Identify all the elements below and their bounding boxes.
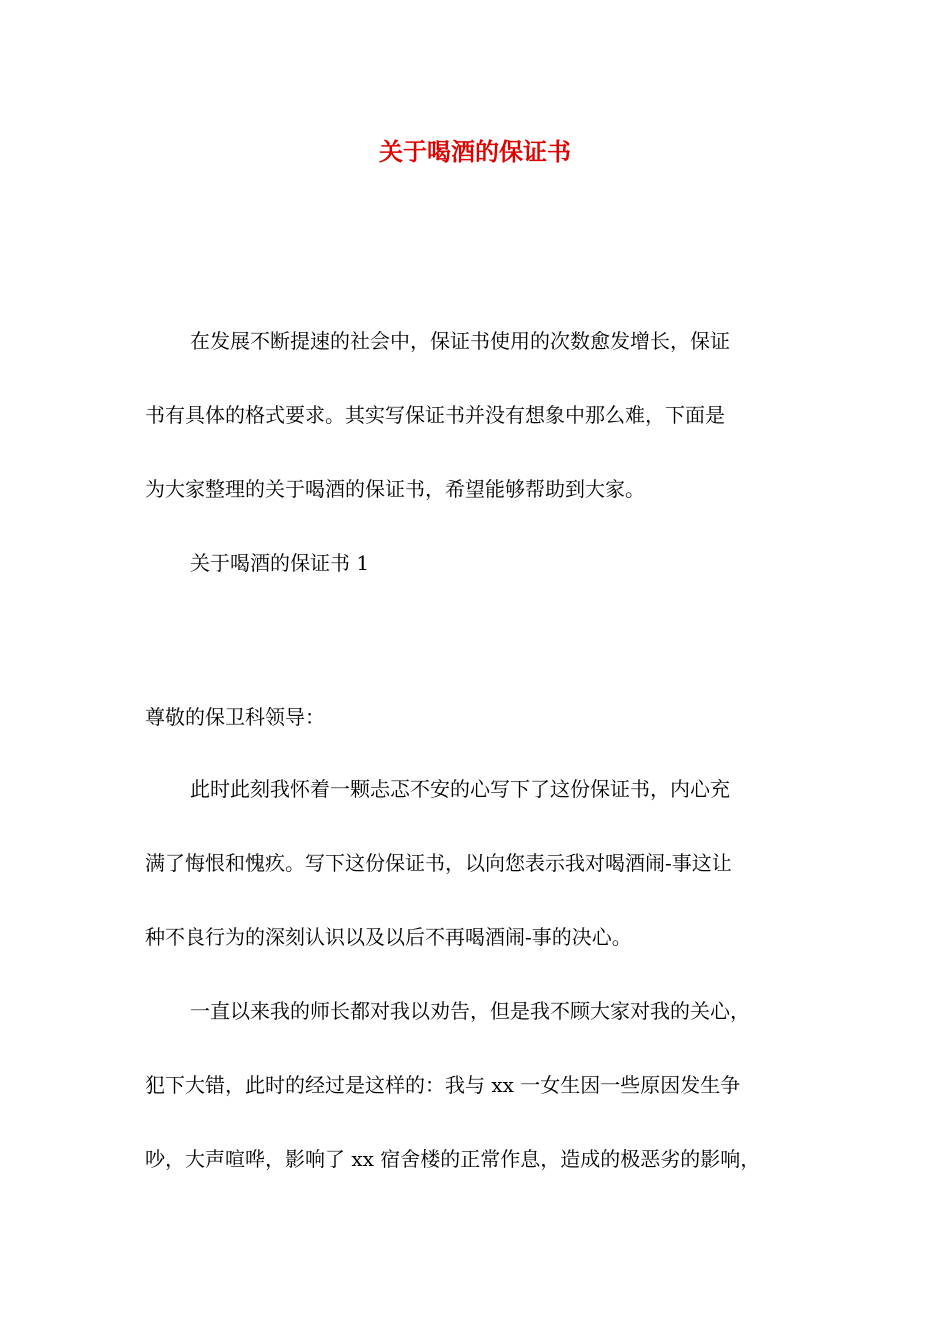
- document-title: 关于喝酒的保证书: [379, 138, 571, 166]
- paragraph-line: 一直以来我的师长都对我以劝告，但是我不顾大家对我的关心，: [190, 999, 750, 1023]
- paragraph-line: 吵，大声喧哗，影响了 xx 宿舍楼的正常作息，造成的极恶劣的影响，: [145, 1147, 761, 1171]
- paragraph-line: 满了悔恨和愧疚。写下这份保证书，以向您表示我对喝酒闹-事这让: [145, 851, 732, 875]
- paragraph-line: 种不良行为的深刻认识以及以后不再喝酒闹-事的决心。: [145, 925, 632, 949]
- paragraph-line: 书有具体的格式要求。其实写保证书并没有想象中那么难，下面是: [145, 403, 725, 427]
- section-heading: 关于喝酒的保证书 1: [190, 551, 370, 575]
- salutation: 尊敬的保卫科领导：: [145, 705, 325, 729]
- paragraph-line: 犯下大错，此时的经过是这样的：我与 xx 一女生因一些原因发生争: [145, 1073, 741, 1097]
- paragraph-line: 在发展不断提速的社会中，保证书使用的次数愈发增长，保证: [190, 329, 730, 353]
- paragraph-line: 此时此刻我怀着一颗忐忑不安的心写下了这份保证书，内心充: [190, 777, 730, 801]
- paragraph-line: 为大家整理的关于喝酒的保证书，希望能够帮助到大家。: [145, 477, 645, 501]
